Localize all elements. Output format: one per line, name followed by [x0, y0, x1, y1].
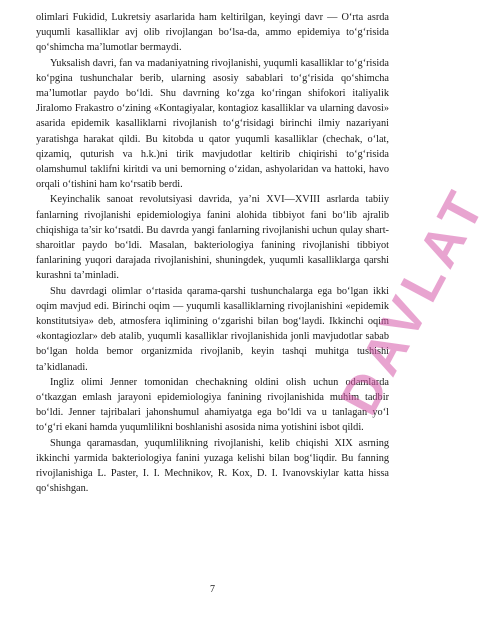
page-body: [36, 10, 389, 497]
paragraph-1: olimlari Fukidid, Lukretsiy asarlarida ham keltirilgan, keyingi davr — O‘rta asrda yuqumli kasalliklar avj olib rivojlangan bo‘lsa-da, ammo epidemiya to‘g‘risida qo‘shimcha ma’lumotlar bermaydi.: [36, 12, 389, 54]
page-number: 7: [210, 584, 215, 595]
watermark-text: DAVLAT: [329, 177, 498, 425]
paragraph-3: Keyinchalik sanoat revolutsiyasi davrida, ya’ni XVI—XVIII asrlarda tabiiy fanlarning rivojlanishi epidemiologiya fanini alohida tibbiyot fani bo‘lib ajralib chiqishiga ta’sir ko‘rsatdi. Bu davrda yangi fanlarning rivojlanishi uchun qulay shart-sharoitlar paydo bo‘ldi. Masalan, bakteriologiya fanining rivojlanishi tibbiyot fanlarining yuqori darajada rivojlanishini, shuningdek, yuqumli kasalliklarga qarshi kurashni ta’minladi.: [36, 194, 389, 282]
paragraph-6: Shunga qaramasdan, yuqumlilikning rivojlanishi, kelib chiqishi XIX asrning ikkinchi yarmida bakteriologiya fanini yuzaga kelishi bilan bog‘liqdir. Bu fanning rivojlanishiga L. Paster, I. I. Mechnikov, R. Kox, D. I. Ivanovskiylar katta hissa qo‘shishgan.: [36, 437, 389, 495]
paragraph-4: Shu davrdagi olimlar o‘rtasida qarama-qarshi tushunchalarga ega bo‘lgan ikki oqim mavjud edi. Birinchi oqim — yuqumli kasalliklarning rivojlanishini «epidemik konstitutsiya» deb, atmosfera iqlimining o‘zgarishi bilan bog‘laydi. Ikkinchi oqim «kontagiozlar» deb atalib, yuqumli kasalliklar rivojlanishida jonli mavjudotlar sabab bo‘lgan holda bemor organizmida rivojlanib, keyin tashqi muhitga tushishi ta’kidlanadi.: [36, 285, 389, 373]
paragraph-2: Yuksalish davri, fan va madaniyatning rivojlanishi, yuqumli kasalliklar to‘g‘risida ko‘pgina tushunchalar berib, ularning asosiy sabablari to‘g‘risida qo‘shimcha ma’lumotlar paydo bo‘ldi. Shu davrning ko‘zga ko‘ringan shifokori italiyalik Jiralomo Frakastro o‘zining «Kontagiyalar, kontagioz kasalliklar va ularning davosi» asarida epidemik kasalliklarni rivojlanish to‘g‘risidagi birinchi ilmiy nazariyani yaratishga harakat qildi. Bu kitobda u qator yuqumli kasalliklar (chechak, o‘lat, qizamiq, quturish va h.k.)ni tirik mavjudotlar keltirib chiqirishi to‘g‘risida olamshumul taklifni kiritdi va uni bemorning o‘zidan, ashyolaridan va hattoki, havo orqali o‘tishini ham ko‘rsatib berdi.: [36, 57, 389, 191]
paragraph-5: Ingliz olimi Jenner tomonidan chechakning oldini olish uchun odamlarda o‘tkazgan emlash jarayoni epidemiologiya fanining rivojlanishida muhim tadbir bo‘ldi. Jenner tajribalari jahonshumul ahamiyatga ega bo‘ldi va u tanlagan yo‘l to‘g‘ri ekani hamda yuqumlilikni boshlanishi asosida nima yotishini isbot qildi.: [36, 376, 389, 434]
